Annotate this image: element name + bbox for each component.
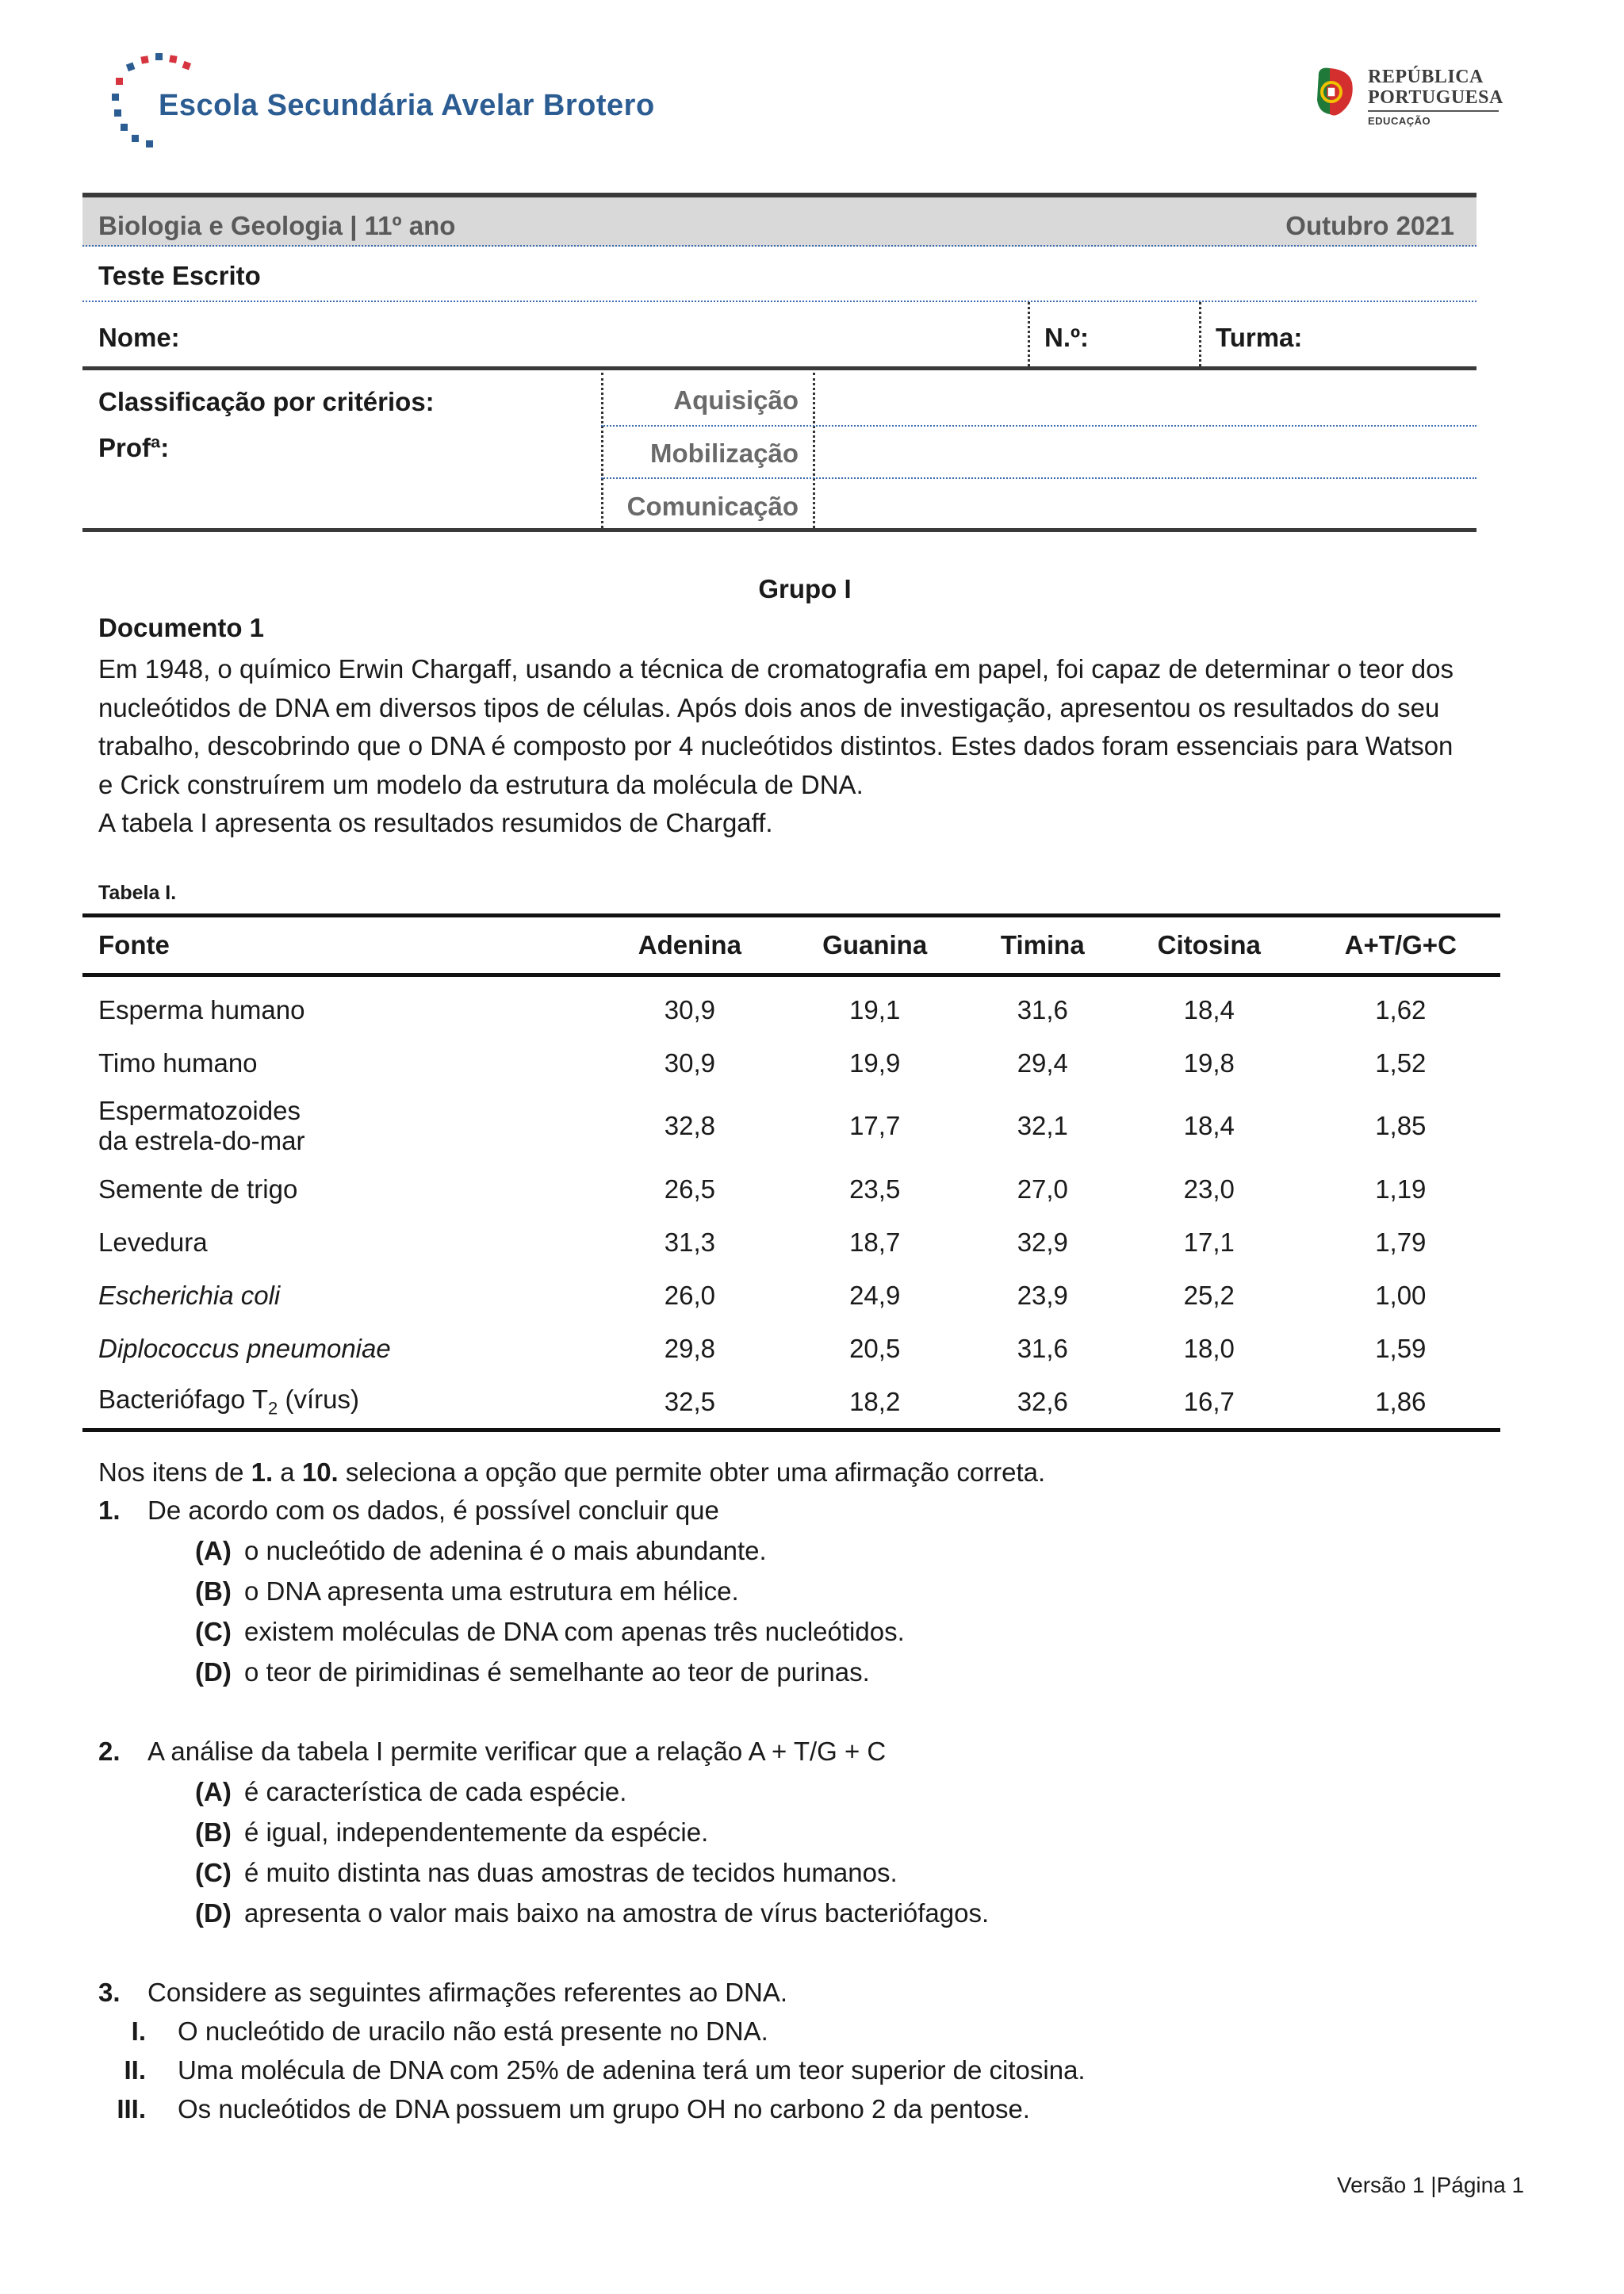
option-letter: (C) [195, 1858, 232, 1887]
group-title: Grupo I [758, 574, 852, 603]
value-cell: 26,5 [664, 1174, 715, 1204]
test-type-label: Teste Escrito [98, 261, 261, 290]
intro-item-start: 1. [251, 1457, 274, 1487]
class-field-label: Turma: [1216, 323, 1303, 352]
value-cell: 24,9 [849, 1280, 901, 1310]
value-cell: 19,8 [1183, 1047, 1235, 1078]
source-line: Espermatozoides [98, 1096, 301, 1125]
gov-line-republica: REPÚBLICA [1368, 67, 1484, 87]
option-row[interactable] [195, 1898, 989, 1928]
question-2 [98, 1737, 886, 1767]
statement-row [98, 2094, 1030, 2124]
intro-text: seleciona a opção que permite obter uma afirmação correta. [338, 1457, 1046, 1487]
value-cell: 26,0 [664, 1280, 715, 1310]
table-header-row [82, 916, 1500, 975]
option-text: é igual, independentemente da espécie. [244, 1817, 709, 1847]
option-letter: (D) [195, 1898, 232, 1928]
option-row[interactable] [195, 1617, 905, 1647]
intro-text: a [273, 1457, 302, 1487]
teacher-label: Profª: [98, 433, 170, 462]
option-text: é muito distinta nas duas amostras de tecidos humanos. [244, 1858, 898, 1887]
value-cell: 31,6 [1017, 1333, 1068, 1363]
table-row [82, 1036, 1500, 1090]
value-cell: 17,7 [849, 1111, 901, 1140]
school-name: Escola Secundária Avelar Brotero [159, 89, 655, 122]
value-cell: 32,1 [1017, 1111, 1068, 1140]
subject-title: Biologia e Geologia | 11º ano [98, 211, 456, 240]
government-logo [1312, 63, 1503, 135]
col-header-guanina: Guanina [782, 916, 968, 975]
option-row[interactable] [195, 1657, 870, 1687]
question-3 [98, 1978, 787, 2008]
table-row [82, 1375, 1500, 1430]
criteria-divider [601, 477, 1477, 479]
value-cell: 29,8 [664, 1333, 715, 1363]
source-cell: Timo humano [98, 1047, 258, 1078]
col-header-citosina: Citosina [1117, 916, 1301, 975]
student-info-row [82, 302, 1477, 370]
table-row [82, 1269, 1500, 1322]
option-text: existem moléculas de DNA com apenas três nucleótidos. [244, 1617, 905, 1646]
value-cell: 29,4 [1017, 1047, 1068, 1078]
value-cell: 16,7 [1183, 1386, 1235, 1416]
exam-header-bar [82, 193, 1477, 247]
question-text: De acordo com os dados, é possível concluir que [147, 1496, 719, 1525]
option-letter: (D) [195, 1657, 232, 1687]
option-text: apresenta o valor mais baixo na amostra de vírus bacteriófagos. [244, 1898, 990, 1928]
question-text: A análise da tabela I permite verificar que a relação A + T/G + C [147, 1737, 887, 1766]
value-cell: 1,86 [1375, 1386, 1427, 1416]
option-letter: (A) [195, 1536, 232, 1565]
option-text: o DNA apresenta uma estrutura em hélice. [244, 1576, 739, 1606]
question-text: Considere as seguintes afirmações referentes ao DNA. [147, 1978, 788, 2007]
option-row[interactable] [195, 1817, 708, 1848]
source-cell [82, 1090, 598, 1162]
table-row [82, 975, 1500, 1037]
source-cell: Semente de trigo [98, 1174, 298, 1204]
criteria-divider [601, 425, 1477, 427]
source-cell: Levedura [98, 1227, 208, 1257]
statement-row [98, 2016, 768, 2047]
col-header-timina: Timina [968, 916, 1117, 975]
question-number: 1. [98, 1496, 121, 1525]
option-letter: (B) [195, 1576, 232, 1606]
value-cell: 1,62 [1375, 994, 1427, 1024]
criterion-mobilizacao: Mobilização [649, 439, 799, 468]
value-cell: 17,1 [1183, 1227, 1235, 1257]
gov-line-portuguesa: PORTUGUESA [1368, 87, 1503, 108]
option-letter: (A) [195, 1777, 232, 1806]
gov-divider [1368, 110, 1499, 112]
classification-block [82, 373, 1477, 532]
value-cell: 31,6 [1017, 994, 1068, 1024]
value-cell: 1,85 [1375, 1111, 1427, 1140]
value-cell: 18,2 [849, 1386, 901, 1416]
page-footer: Versão 1 |Página 1 [1337, 2173, 1525, 2197]
paragraph-line: e Crick construírem um modelo da estrutura da molécula de DNA. [98, 769, 864, 799]
value-cell: 25,2 [1183, 1280, 1235, 1310]
value-cell: 19,9 [849, 1047, 901, 1078]
col-header-ratio: A+T/G+C [1301, 916, 1500, 975]
source-cell: Diplococcus pneumoniae [98, 1333, 391, 1363]
value-cell: 23,5 [849, 1174, 901, 1204]
option-letter: (C) [195, 1617, 232, 1646]
classification-label: Classificação por critérios: [98, 387, 435, 416]
source-tail: (vírus) [278, 1384, 359, 1414]
paragraph-line: nucleótidos de DNA em diversos tipos de células. Após dois anos de investigação, apresentou os resultados do seu [98, 692, 1440, 722]
value-cell: 23,0 [1183, 1174, 1235, 1204]
source-line: da estrela-do-mar [98, 1126, 305, 1155]
value-cell: 32,5 [664, 1386, 715, 1416]
question-number: 2. [98, 1737, 121, 1766]
question-1 [98, 1496, 719, 1526]
statement-text: Os nucleótidos de DNA possuem um grupo OH no carbono 2 da pentose. [178, 2094, 1030, 2124]
statement-text: Uma molécula de DNA com 25% de adenina terá um teor superior de citosina. [178, 2055, 1086, 2085]
value-cell: 27,0 [1017, 1174, 1068, 1204]
questions-intro [98, 1457, 1045, 1488]
option-row[interactable] [195, 1858, 898, 1888]
option-row[interactable] [195, 1777, 626, 1807]
statement-row [98, 2055, 1086, 2085]
question-number: 3. [98, 1978, 121, 2007]
document-title: Documento 1 [98, 613, 265, 642]
paragraph-line: Em 1948, o químico Erwin Chargaff, usando a técnica de cromatografia em papel, foi capaz de determinar o teor dos [98, 654, 1454, 684]
option-row[interactable] [195, 1576, 739, 1607]
col-header-adenina: Adenina [598, 916, 782, 975]
table-row [82, 1216, 1500, 1269]
value-cell: 1,19 [1375, 1174, 1427, 1204]
paragraph-line: A tabela I apresenta os resultados resumidos de Chargaff. [98, 808, 773, 837]
value-cell: 18,7 [849, 1227, 901, 1257]
value-cell: 18,4 [1183, 1111, 1235, 1140]
option-letter: (B) [195, 1817, 232, 1847]
source-cell [82, 1375, 598, 1430]
criterion-aquisicao: Aquisição [673, 385, 799, 415]
statement-text: O nucleótido de uracilo não está presente no DNA. [178, 2016, 768, 2046]
source-main: Bacteriófago T [98, 1384, 269, 1414]
chargaff-table [82, 913, 1500, 1432]
value-cell: 1,00 [1375, 1280, 1427, 1310]
source-cell: Esperma humano [98, 994, 305, 1024]
portugal-flag-emblem-icon [1312, 65, 1358, 121]
value-cell: 18,4 [1183, 994, 1235, 1024]
document-paragraph [98, 650, 1510, 843]
intro-item-end: 10. [301, 1457, 339, 1487]
table-row [82, 1090, 1500, 1162]
value-cell: 18,0 [1183, 1333, 1235, 1363]
col-header-fonte: Fonte [82, 916, 598, 975]
name-field-label: Nome: [98, 323, 180, 352]
value-cell: 1,52 [1375, 1047, 1427, 1078]
table-caption: Tabela I. [98, 882, 177, 904]
value-cell: 30,9 [664, 1047, 715, 1078]
value-cell: 23,9 [1017, 1280, 1068, 1310]
value-cell: 32,8 [664, 1111, 715, 1140]
paragraph-line: trabalho, descobrindo que o DNA é composto por 4 nucleótidos distintos. Estes dados foram essenciais para Watson [98, 731, 1454, 760]
statement-numeral: I. [131, 2016, 146, 2046]
number-field[interactable] [1028, 302, 1090, 366]
value-cell: 32,9 [1017, 1227, 1068, 1257]
option-row[interactable] [195, 1536, 767, 1566]
statement-numeral: III. [117, 2094, 146, 2124]
statement-numeral: II. [124, 2055, 146, 2085]
value-cell: 19,1 [849, 994, 901, 1024]
value-cell: 30,9 [664, 994, 715, 1024]
test-type-row [82, 247, 1477, 302]
criteria-column [601, 373, 815, 528]
value-cell: 31,3 [664, 1227, 715, 1257]
gov-line-educacao: EDUCAÇÃO [1368, 115, 1431, 127]
value-cell: 20,5 [849, 1333, 901, 1363]
source-subscript: 2 [268, 1398, 278, 1419]
value-cell: 32,6 [1017, 1386, 1068, 1416]
value-cell: 1,79 [1375, 1227, 1427, 1257]
table-row [82, 1162, 1500, 1216]
school-logo [109, 49, 655, 152]
value-cell: 1,59 [1375, 1333, 1427, 1363]
criterion-comunicacao: Comunicação [626, 492, 799, 521]
class-field[interactable] [1199, 302, 1303, 366]
intro-text: Nos itens de [98, 1457, 251, 1487]
exam-date: Outubro 2021 [1285, 211, 1454, 240]
option-text: o nucleótido de adenina é o mais abundante. [244, 1536, 767, 1565]
number-field-label: N.º: [1044, 323, 1090, 352]
source-cell: Escherichia coli [98, 1280, 281, 1310]
option-text: o teor de pirimidinas é semelhante ao teor de purinas. [244, 1657, 870, 1687]
table-row [82, 1322, 1500, 1375]
option-text: é característica de cada espécie. [244, 1777, 627, 1806]
